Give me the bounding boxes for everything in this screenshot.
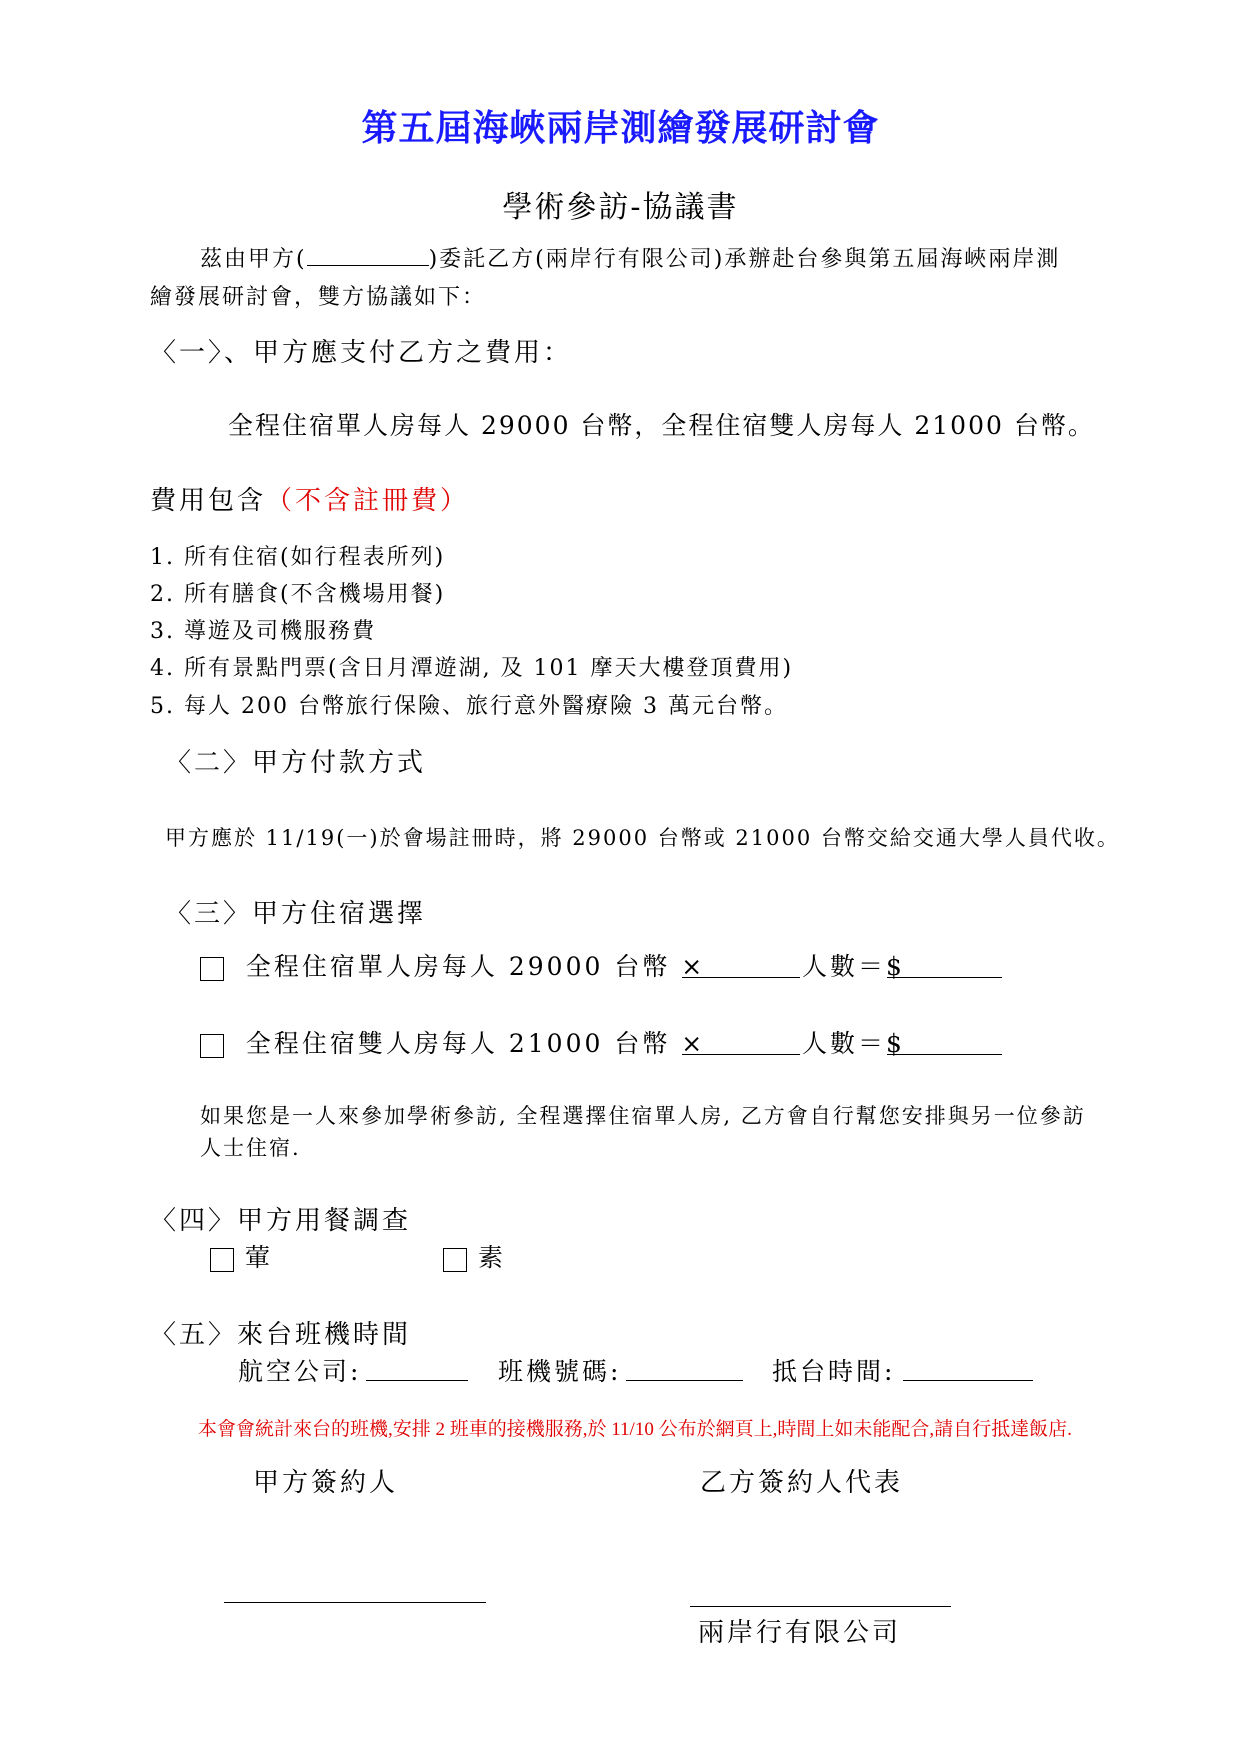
party-a-name-field[interactable] xyxy=(307,265,429,266)
section1-heading: 〈一〉、甲方應支付乙方之費用： xyxy=(150,338,573,368)
intro-text-a: 茲由甲方( xyxy=(200,247,307,272)
double-room-people-label: 人數＝$ xyxy=(802,1029,905,1058)
list-item: 3. 導遊及司機服務費 xyxy=(150,619,376,644)
includes-label: 費用包含 xyxy=(150,486,267,516)
airline-field[interactable] xyxy=(366,1380,468,1381)
vegetarian-checkbox[interactable] xyxy=(443,1248,467,1272)
meat-checkbox[interactable] xyxy=(210,1248,234,1272)
document-title: 第五屆海峽兩岸測繪發展研討會 xyxy=(361,107,880,149)
includes-note: （不含註冊費） xyxy=(266,486,470,516)
single-room-count-field[interactable] xyxy=(682,977,800,978)
single-room-people-label: 人數＝$ xyxy=(802,952,905,981)
single-room-label: 全程住宿單人房每人 29000 台幣 × xyxy=(245,952,706,981)
price-line: 全程住宿單人房每人 29000 台幣，全程住宿雙人房每人 21000 台幣。 xyxy=(228,411,1095,440)
room-note-line-2: 人士住宿. xyxy=(200,1136,301,1160)
double-room-count-field[interactable] xyxy=(682,1054,800,1055)
meat-option xyxy=(210,1238,273,1274)
arrival-time-label: 抵台時間: xyxy=(772,1357,896,1386)
party-b-signature-line[interactable] xyxy=(690,1606,951,1607)
intro-line-1 xyxy=(200,242,1060,273)
intro-line-2: 繪發展研討會，雙方協議如下： xyxy=(150,285,487,310)
list-item: 4. 所有景點門票(含日月潭遊湖, 及 101 摩天大樓登頂費用) xyxy=(150,656,794,681)
intro-text-b: )委託乙方(兩岸行有限公司)承辦赴台參與第五屆海峽兩岸測 xyxy=(428,247,1061,272)
section4-heading: 〈四〉甲方用餐調查 xyxy=(150,1206,412,1236)
list-item: 2. 所有膳食(不含機場用餐) xyxy=(150,582,446,607)
party-b-signer-label: 乙方簽約人代表 xyxy=(700,1468,904,1498)
section3-heading: 〈三〉甲方住宿選擇 xyxy=(165,899,427,929)
section5-heading: 〈五〉來台班機時間 xyxy=(150,1320,412,1350)
arrival-time-field[interactable] xyxy=(903,1380,1033,1381)
party-a-signer-label: 甲方簽約人 xyxy=(253,1468,399,1498)
meat-label: 葷 xyxy=(244,1243,273,1272)
section2-heading: 〈二〉甲方付款方式 xyxy=(165,748,427,778)
single-room-option xyxy=(200,947,705,983)
document-subtitle: 學術參訪-協議書 xyxy=(502,190,739,225)
payment-text: 甲方應於 11/19(一)於會場註冊時，將 29000 台幣或 21000 台幣交給交通大學人員代收。 xyxy=(165,826,1120,850)
list-item: 5. 每人 200 台幣旅行保險、旅行意外醫療險 3 萬元台幣。 xyxy=(150,694,788,719)
double-room-label: 全程住宿雙人房每人 21000 台幣 × xyxy=(245,1029,706,1058)
single-room-checkbox[interactable] xyxy=(200,957,224,981)
vegetarian-label: 素 xyxy=(477,1243,506,1272)
company-name: 兩岸行有限公司 xyxy=(698,1618,902,1648)
flight-number-field[interactable] xyxy=(626,1380,743,1381)
double-room-amount-field[interactable] xyxy=(887,1054,1002,1055)
list-item: 1. 所有住宿(如行程表所列) xyxy=(150,545,446,570)
pickup-notice: 本會會統計來台的班機,安排 2 班車的接機服務,於 11/10 公布於網頁上,時間上如未能配合,請自行抵達飯店. xyxy=(198,1419,1072,1440)
party-a-signature-line[interactable] xyxy=(224,1602,486,1603)
flight-number-label: 班機號碼: xyxy=(498,1357,622,1386)
room-note-line-1: 如果您是一人來參加學術參訪, 全程選擇住宿單人房, 乙方會自行幫您安排與另一位參訪 xyxy=(200,1104,1086,1128)
double-room-option xyxy=(200,1024,705,1060)
vegetarian-option xyxy=(443,1238,506,1274)
airline-label: 航空公司: xyxy=(238,1357,362,1386)
includes-heading xyxy=(150,480,469,517)
single-room-amount-field[interactable] xyxy=(887,977,1002,978)
double-room-checkbox[interactable] xyxy=(200,1034,224,1058)
